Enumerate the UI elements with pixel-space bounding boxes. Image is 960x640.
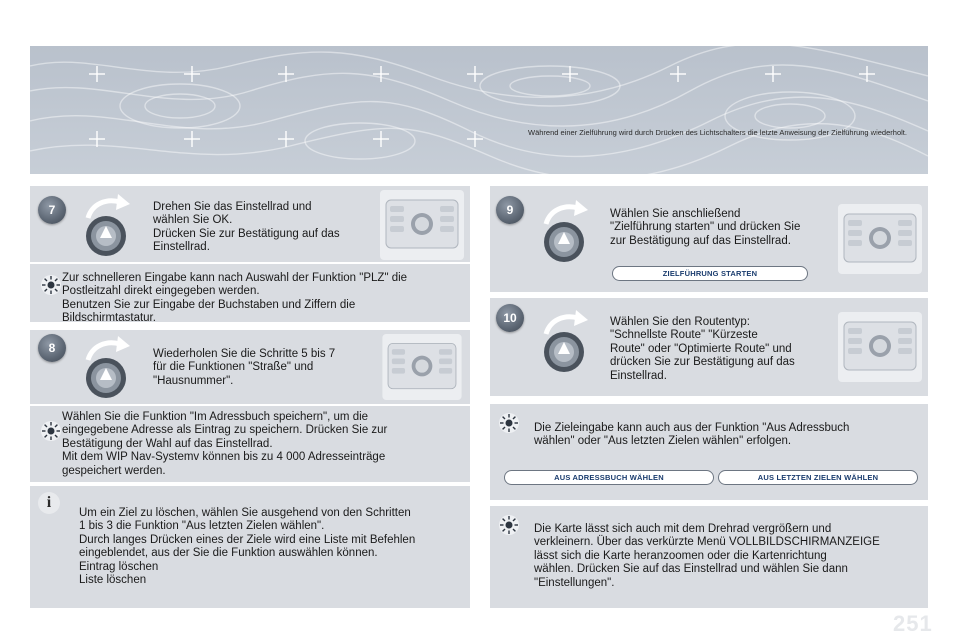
- sun-tip-icon: [498, 514, 520, 536]
- zielfuehrung-starten-button[interactable]: ZIELFÜHRUNG STARTEN: [612, 266, 808, 281]
- aus-letzten-zielen-waehlen-button[interactable]: AUS LETZTEN ZIELEN WÄHLEN: [718, 470, 918, 485]
- info-icon: i: [38, 492, 60, 514]
- step-7-text: Drehen Sie das Einstellrad und wählen Sie OK. Drücken Sie zur Bestätigung auf das Einstellrad.: [153, 201, 340, 254]
- rotary-knob-icon: [78, 190, 138, 260]
- tip-1-text: Zur schnelleren Eingabe kann nach Auswahl der Funktion "PLZ" die Postleitzahl direkt eingegeben werden. Benutzen Sie zur Eingabe der Buchstaben und Ziffern die Bildschirmtastatur.: [62, 272, 408, 325]
- step-7-badge: 7: [38, 196, 66, 224]
- sun-tip-icon: [40, 420, 62, 442]
- step-8-badge: 8: [38, 334, 66, 362]
- rotary-knob-icon: [78, 332, 138, 402]
- page-number: 251: [893, 611, 933, 636]
- sun-tip-icon: [498, 412, 520, 434]
- step-9-badge: 9: [496, 196, 524, 224]
- tip-3-text: Die Zieleingabe kann auch aus der Funktion "Aus Adressbuch wählen" oder "Aus letzten Zielen wählen" erfolgen.: [534, 422, 850, 448]
- info-text: Um ein Ziel zu löschen, wählen Sie ausgehend von den Schritten 1 bis 3 die Funktion "Aus letzten Zielen wählen". Durch langes Drücken eines der Ziele wird eine Liste mit Befehlen eingeblendet, aus der Sie die Funktion auswählen können. Eintrag löschen Liste löschen: [79, 507, 416, 587]
- step-10-text: Wählen Sie den Routentyp: "Schnellste Route" "Kürzeste Route" oder "Optimierte Route" und drücken Sie zur Bestätigung auf das Einstellrad.: [610, 316, 795, 382]
- radio-unit-icon: [380, 334, 464, 400]
- tip-3-panel: [490, 404, 928, 500]
- step-10-badge: 10: [496, 304, 524, 332]
- radio-unit-icon: [836, 204, 924, 274]
- radio-unit-icon: [836, 312, 924, 382]
- step-9-text: Wählen Sie anschließend "Zielführung starten" und drücken Sie zur Bestätigung auf das Einstellrad.: [610, 208, 801, 247]
- tip-2-text: Wählen Sie die Funktion "Im Adressbuch speichern", um die eingegebene Adresse als Eintrag zu speichern. Drücken Sie zur Bestätigung der Wahl auf das Einstellrad. Mit dem WIP Nav-Systemv können bis zu 4 000 Adresseinträge gespeichert werden.: [62, 411, 388, 477]
- topographic-pattern: [30, 46, 928, 174]
- aus-adressbuch-waehlen-button[interactable]: AUS ADRESSBUCH WÄHLEN: [504, 470, 714, 485]
- rotary-knob-icon: [536, 196, 596, 266]
- sun-tip-icon: [40, 274, 62, 296]
- header-band: [30, 46, 928, 174]
- radio-unit-icon: [380, 190, 464, 260]
- step-8-text: Wiederholen Sie die Schritte 5 bis 7 für die Funktionen "Straße" und "Hausnummer".: [153, 348, 336, 387]
- rotary-knob-icon: [536, 306, 596, 376]
- tip-4-text: Die Karte lässt sich auch mit dem Drehrad vergrößern und verkleinern. Über das verkürzte Menü VOLLBILDSCHIRMANZEIGE lässt sich die Karte heranzoomen oder die Kartenrichtung wählen. Drücken Sie auf das Einstellrad und wählen Sie dann "Einstellungen".: [534, 523, 880, 589]
- header-note: Während einer Zielführung wird durch Drücken des Lichtschalters die letzte Anweisung der Zielführung wiederholt.: [528, 128, 907, 137]
